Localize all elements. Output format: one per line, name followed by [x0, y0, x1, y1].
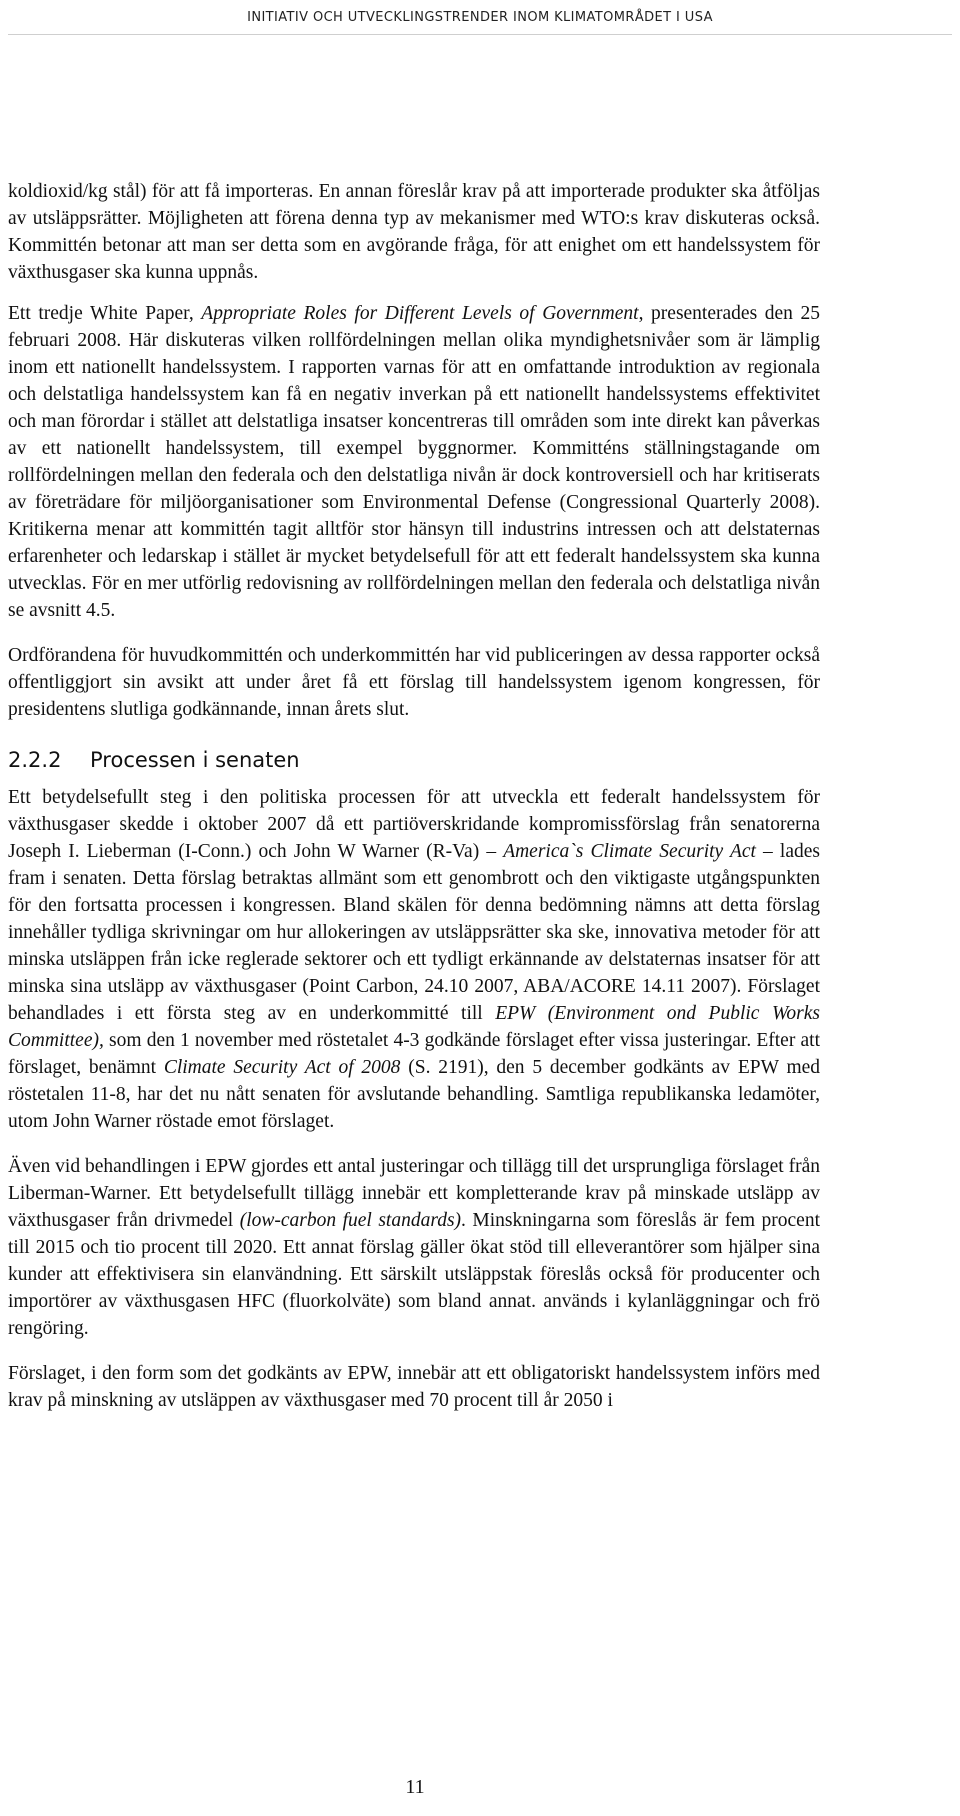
paragraph-epw-adjustments — [8, 1153, 820, 1342]
paragraph-chairs: Ordförandena för huvudkommittén och underkommittén har vid publiceringen av dessa rapporter också offentliggjort sin avsikt att under året få ett förslag till handelssystem igenom kongressen, för presidentens slutliga godkännande, innan årets slut. — [8, 645, 820, 720]
emphasis-fuel-standards: (low-carbon fuel standards) — [239, 1210, 462, 1231]
running-header: INITIATIV OCH UTVECKLINGSTRENDER INOM KLIMATOMRÅDET I USA — [247, 10, 713, 25]
text-run: (S. 2191), den 5 december godkänts av EPW med röstetalen 11-8, har det nu nått senaten för avslutande behandling. Samtliga republikanska ledamöter, utom John Warner röstade emot förslaget. — [8, 1057, 821, 1132]
paragraph-proposal-form: Förslaget, i den form som det godkänts av EPW, innebär att ett obligatoriskt handelssystem införs med krav på minskning av utsläppen av växthusgaser med 70 procent till år 2050 i — [8, 1363, 820, 1411]
text-run: , presenterades den 25 februari 2008. Här diskuteras vilken rollfördelningen mellan olika myndighetsnivåer som är lämplig inom ett nationellt handelssystem. I rapporten varnas för att en omfattande introduktion av regionala och delstatliga handelssystem kan få en negativ inverkan på ett nationellt handelssystems effektivitet och man förordar i stället att delstatliga insatser koncentreras till områden som inte direkt kan påverkas av ett nationellt handelssystem, till exempel byggnormer. Kommitténs ställningstagande om rollfördelningen mellan den federala och den delstatliga nivån är dock kontroversiell och har kritiserats av företrädare för miljöorganisationer som Environmental Defense (Congressional Quarterly 2008). Kritikerna menar att kommittén tagit alltför stor hänsyn till industrins intressen och att delstaternas erfarenheter och ledarskap i stället är mycket betydelsefull för att ett federalt handelssystem ska kunna utvecklas. För en mer utförlig redovisning av rollfördelningen mellan den federala och delstatliga nivån se avsnitt 4.5. — [8, 303, 820, 621]
section-heading — [8, 747, 820, 774]
text-run: som den 1 november med röstetalet 4-3 godkände förslaget efter vissa justeringar. Efter att förslaget, benämnt — [8, 1030, 820, 1078]
text-run: – lades fram i senaten. Detta förslag betraktas allmänt som ett genombrott och den viktigaste utgångspunkten för den fortsatta processen i kongressen. Bland skälen för denna bedömning nämns att detta förslag innehåller tydliga skrivningar om hur allokeringen av utsläppsrätter ska ske, innovativa metoder för att minska utsläppen från icke reglerade sektorer och ett tydligt erkännande av delstaternas insatser för att minska sina utsläpp av växthusgaser (Point Carbon, 24.10 2007, ABA/ACORE 14.11 2007). Förslaget behandlades i ett första steg av en underkommitté till — [8, 841, 820, 1024]
paragraph-white-paper — [8, 300, 820, 624]
section-number: 2.2.2 — [8, 748, 62, 772]
header-divider — [8, 34, 952, 35]
emphasis-act-title: America`s Climate Security Act — [503, 841, 756, 862]
page-number: 11 — [405, 1776, 425, 1798]
text-run: . Minskningarna som föreslås är fem procent till 2015 och tio procent till 2020. Ett annat förslag gäller ökat stöd till elleverantörer som hjälper sina kunder att effektivisera sin elanvändning. Ett särskilt utsläppstak föreslås också för producenter och importörer av växthusgasen HFC (fluorkolväte) som bland annat. används i kylanläggningar och frö rengöring. — [8, 1210, 820, 1339]
emphasis-title: Appropriate Roles for Different Levels of Government — [201, 303, 639, 324]
document-body — [8, 178, 820, 1432]
text-run: Ett betydelsefullt steg i den politiska processen för att utveckla ett federalt handelssystem för växthusgaser skedde i oktober 2007 då ett partiöverskridande kompromissförslag från senatorerna Joseph I. Lieberman (I-Conn.) och John W Warner (R-Va) – — [8, 787, 820, 862]
section-title: Processen i senaten — [90, 748, 300, 772]
paragraph-continuation: koldioxid/kg stål) för att få importeras. En annan föreslår krav på att importerade produkter ska åtföljas av utsläppsrätter. Möjligheten att förena denna typ av mekanismer med WTO:s krav diskuteras också. Kommittén betonar att man ser detta som en avgörande fråga, för att enighet om ett handelssystem för växthusgaser ska kunna uppnås. — [8, 181, 820, 283]
emphasis-committee: EPW (Environment ond Public Works Committee), — [8, 1003, 820, 1051]
paragraph-senate-process — [8, 784, 820, 1135]
text-run: Ett tredje White Paper, — [8, 303, 202, 324]
text-run: Även vid behandlingen i EPW gjordes ett antal justeringar och tillägg till det ursprungliga förslaget från Liberman-Warner. Ett betydelsefullt tillägg innebär ett kompletterande krav på minskade utsläpp av växthusgaser från drivmedel — [8, 1156, 820, 1231]
emphasis-act-2008: Climate Security Act of 2008 — [163, 1057, 401, 1078]
